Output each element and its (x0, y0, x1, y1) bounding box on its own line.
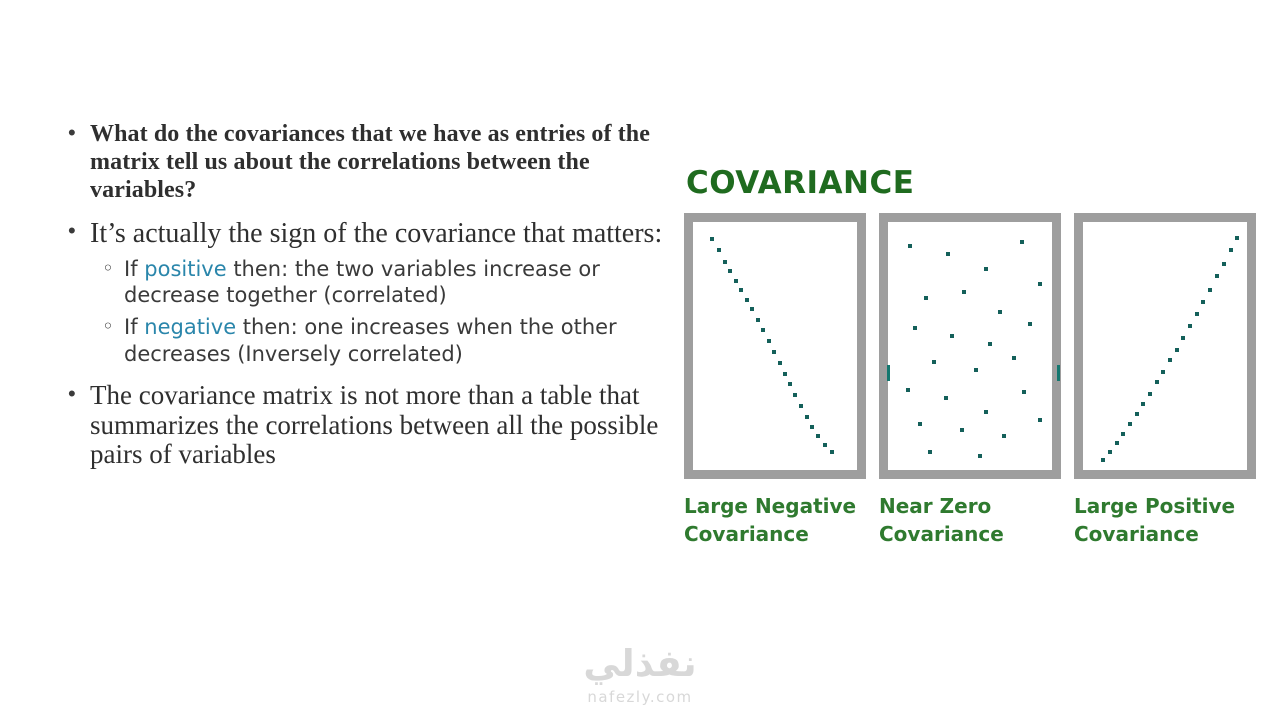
scatter-dot (739, 288, 743, 292)
panel-caption-positive (1074, 492, 1256, 549)
scatter-dot (1181, 336, 1185, 340)
panel-caption-zero (879, 492, 1061, 549)
scatter-dot (918, 422, 922, 426)
scatter-dot (946, 252, 950, 256)
scatter-dot (932, 360, 936, 364)
scatter-dot (793, 393, 797, 397)
scatter-dot (1038, 282, 1042, 286)
scatter-dot (906, 388, 910, 392)
sub-bullet-2-post: then: one increases when the other decreases (Inversely correlated) (124, 315, 617, 366)
scatter-dot (1101, 458, 1105, 462)
scatter-dot (1235, 236, 1239, 240)
scatter-dot (944, 396, 948, 400)
scatter-dot (1215, 274, 1219, 278)
scatter-dot (1128, 422, 1132, 426)
scatter-dot (1002, 434, 1006, 438)
scatter-dot (924, 296, 928, 300)
scatter-dot (1148, 392, 1152, 396)
scatter-dot (913, 326, 917, 330)
covariance-figure (684, 165, 1264, 595)
bullet-text-1: • What do the covariances that we have as entries of the matrix tell us about the correlations between the variables? (90, 121, 650, 204)
scatter-dot (962, 290, 966, 294)
panel-caption-negative (684, 492, 866, 549)
panel-caption-positive-line1: Large Positive (1074, 494, 1236, 518)
tick-mark-left (887, 365, 890, 381)
scatter-dot (1038, 418, 1042, 422)
scatter-dot (1195, 312, 1199, 316)
slide-body-text (62, 120, 672, 484)
scatter-dot (950, 334, 954, 338)
scatter-dot (1020, 240, 1024, 244)
sub-bullet-list (90, 256, 672, 367)
watermark-arabic: نفذلي (583, 642, 697, 685)
scatter-dot (988, 342, 992, 346)
scatter-plot-positive (1074, 213, 1256, 479)
scatter-dot (1022, 390, 1026, 394)
scatter-dot (778, 361, 782, 365)
scatter-dot (1168, 358, 1172, 362)
scatter-dot (974, 368, 978, 372)
watermark-latin: nafezly.com (587, 688, 693, 706)
sub-bullet-1-post: then: the two variables increase or decrease together (correlated) (124, 256, 600, 308)
scatter-dot (1121, 432, 1125, 436)
scatter-dot (960, 428, 964, 432)
figure-title: COVARIANCE (686, 165, 915, 201)
scatter-dot (750, 307, 754, 311)
watermark (0, 642, 1280, 706)
scatter-dot (1141, 402, 1145, 406)
panel-near-zero (879, 213, 1061, 549)
bullet-item-2 (62, 218, 672, 367)
scatter-dot (710, 237, 714, 241)
scatter-dot (1135, 412, 1139, 416)
scatter-dot (998, 310, 1002, 314)
bullet-item-3 (62, 381, 672, 470)
scatter-dot (810, 425, 814, 429)
scatter-dot (717, 248, 721, 252)
panel-large-negative (684, 213, 866, 549)
scatter-dot (984, 410, 988, 414)
scatter-dot (984, 267, 988, 271)
scatter-dot (978, 454, 982, 458)
sub-bullet-1-pre: If (124, 256, 145, 281)
scatter-dot (734, 279, 738, 283)
scatter-dot (908, 244, 912, 248)
scatter-dot (928, 450, 932, 454)
scatter-dot (1229, 248, 1233, 252)
scatter-dot (799, 404, 803, 408)
scatter-dot (728, 269, 732, 273)
scatter-dot (723, 260, 727, 264)
scatter-plot-negative (684, 213, 866, 479)
bullet-item-1 (62, 120, 672, 204)
scatter-dot (1188, 324, 1192, 328)
sub-bullet-item-2 (90, 314, 672, 367)
sub-bullet-2-pre: If (124, 315, 145, 340)
tick-mark-right (1057, 365, 1060, 381)
scatter-dot (830, 450, 834, 454)
scatter-dot (1028, 322, 1032, 326)
scatter-dot (1222, 262, 1226, 266)
scatter-plot-zero (879, 213, 1061, 479)
scatter-dot (1175, 348, 1179, 352)
scatter-dot (1161, 370, 1165, 374)
sub-bullet-2-keyword: negative (144, 315, 237, 340)
scatter-dot (1012, 356, 1016, 360)
bullet-text-3: • The covariance matrix is not more than a table that summarizes the correlations between all the possible pairs of variables (90, 379, 659, 470)
scatter-dot (772, 350, 776, 354)
sub-bullet-1-keyword: positive (144, 256, 227, 281)
scatter-dot (823, 443, 827, 447)
scatter-dot (1115, 441, 1119, 445)
scatter-dot (816, 434, 820, 438)
scatter-dot (1208, 288, 1212, 292)
panel-large-positive (1074, 213, 1256, 549)
bullet-list (62, 120, 672, 470)
scatter-panels (684, 213, 1264, 549)
sub-bullet-item-1 (90, 256, 672, 309)
scatter-dot (756, 318, 760, 322)
panel-caption-zero-line1: Near Zero (879, 494, 992, 518)
scatter-dot (1108, 450, 1112, 454)
scatter-dot (767, 339, 771, 343)
scatter-dot (805, 415, 809, 419)
scatter-dot (1155, 380, 1159, 384)
scatter-dot (783, 372, 787, 376)
panel-caption-zero-line2: Covariance (879, 522, 1004, 547)
panel-caption-negative-line2: Covariance (684, 522, 809, 547)
scatter-dot (745, 298, 749, 302)
panel-caption-negative-line1: Large Negative (684, 494, 857, 518)
scatter-dot (761, 328, 765, 332)
scatter-dot (1201, 300, 1205, 304)
scatter-dot (788, 382, 792, 386)
panel-caption-positive-line2: Covariance (1074, 522, 1199, 547)
bullet-text-2: • It’s actually the sign of the covariance that matters: (90, 218, 663, 250)
